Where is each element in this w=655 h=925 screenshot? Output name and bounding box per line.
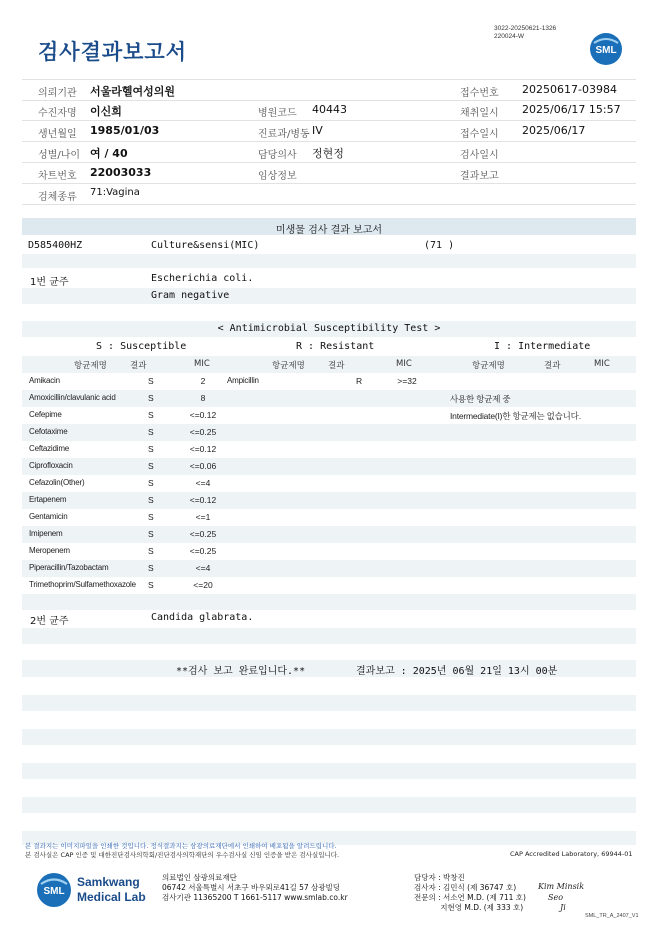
drug-name: Cefazolin(Other) [29, 478, 85, 487]
legend-resistant: R : Resistant [296, 341, 375, 352]
disclaimer-cap: 본 검사실은 CAP 인증 및 대한진단검사의학회/진단검사의학재단의 우수검사실 신임 인증을 받은 검사실입니다. [25, 851, 340, 859]
ast-row [22, 560, 636, 577]
ast-row [22, 390, 636, 407]
info-row [22, 184, 636, 205]
document-code-line-2: 220024-W [494, 33, 524, 40]
drug-name: Piperacillin/Tazobactam [29, 563, 109, 572]
disclaimer-image-print: 본 결과지는 이미지파일을 인쇄한 것입니다. 정식결과지는 삼광의료재단에서 인쇄하여 배포됨을 알려드립니다. [25, 842, 337, 850]
staff-line: 전문의 : 서소연 M.D. (제 711 호) [414, 893, 526, 902]
row-band [22, 763, 636, 779]
signature-examiner: Kim Minsik [538, 882, 585, 891]
drug-mic: <=0.12 [189, 444, 217, 454]
info-row [22, 142, 636, 163]
info-value: 71:Vagina [90, 187, 140, 198]
document-code-line-1: 3022-20250621-1326 [494, 25, 557, 32]
drug-interpretation: S [148, 580, 154, 590]
report-complete-bar [22, 660, 636, 677]
staff-line: 검사자 : 김민식 (제 36747 호) [414, 883, 517, 892]
organism-2-name: Candida glabrata. [151, 612, 254, 623]
info-label: 병원코드 [258, 108, 297, 119]
drug-mic: <=20 [193, 580, 213, 590]
ast-row [22, 543, 636, 560]
info-row [22, 79, 636, 101]
col-header-drug: 항균제명 [74, 361, 107, 371]
info-label: 차트번호 [38, 171, 77, 182]
test-number: (71 ) [424, 240, 455, 251]
ast-row [22, 577, 636, 594]
drug-interpretation: S [148, 495, 154, 505]
col-header-drug: 항균제명 [272, 361, 305, 371]
ast-row [22, 492, 636, 509]
ast-title: < Antimicrobial Susceptibility Test > [217, 323, 441, 334]
org-line: 06742 서울특별시 서초구 바우뫼로41길 57 삼광빌딩 [162, 883, 341, 892]
signature-specialist-1: Seo [548, 893, 564, 902]
legend-susceptible: S : Susceptible [96, 341, 187, 352]
report-complete-message: **검사 보고 완료입니다.** [176, 666, 306, 677]
info-value: 22003033 [90, 166, 152, 179]
ast-title-bar [22, 321, 636, 337]
samkwang-logo-icon [36, 872, 72, 908]
signature-specialist-2: Ji [560, 903, 566, 912]
test-name: Culture&sensi(MIC) [151, 240, 260, 251]
col-header-mic: MIC [396, 359, 412, 369]
drug-mic: <=0.06 [189, 461, 217, 471]
info-label: 채취일시 [460, 108, 499, 119]
test-code: D585400HZ [28, 240, 83, 251]
col-header-result: 결과 [544, 361, 561, 371]
col-header-mic: MIC [594, 359, 610, 369]
drug-name: Imipenem [29, 529, 63, 538]
info-value: 여 / 40 [90, 147, 128, 160]
ast-row [22, 475, 636, 492]
drug-name: Ceftazidime [29, 444, 70, 453]
document-code [494, 25, 556, 41]
drug-name: Ciprofloxacin [29, 461, 73, 470]
drug-mic: <=0.25 [189, 529, 217, 539]
ast-row [22, 509, 636, 526]
row-band [22, 797, 636, 813]
info-value: 정현정 [312, 147, 344, 160]
info-label: 접수일시 [460, 129, 499, 140]
org-line: 검사기관 11365200 T 1661-5117 www.smlab.co.kr [162, 893, 348, 902]
drug-mic: <=0.12 [189, 495, 217, 505]
drug-interpretation: S [148, 393, 154, 403]
logo-word-medical-lab: Medical Lab [77, 890, 146, 904]
report-time: 결과보고 : 2025년 06월 21일 13시 00분 [356, 666, 558, 677]
logo-footer-text: SML [43, 886, 65, 897]
drug-name: Amoxicillin/clavulanic acid [29, 393, 116, 402]
info-label: 의뢰기관 [38, 88, 77, 99]
info-value: 1985/01/03 [90, 124, 160, 137]
drug-mic: <=4 [195, 563, 211, 573]
drug-mic: <=0.25 [189, 427, 217, 437]
drug-name: Ertapenem [29, 495, 67, 504]
info-label: 성별/나이 [38, 150, 81, 161]
drug-mic: <=0.25 [189, 546, 217, 556]
ast-row [22, 458, 636, 475]
info-value: 40443 [312, 103, 347, 116]
row-band [22, 594, 636, 610]
info-label: 결과보고 [460, 171, 499, 182]
ast-note-2: Intermediate(I)한 항균제는 없습니다. [450, 411, 581, 421]
ast-row [22, 407, 636, 424]
staff-line: 지현영 M.D. (제 333 호) [414, 903, 524, 912]
info-value: 2025/06/17 15:57 [522, 103, 621, 116]
drug-name: Cefepime [29, 410, 62, 419]
organism-1-label: 1번 균주 [30, 277, 69, 288]
row-band [22, 695, 636, 711]
drug-name: Amikacin [29, 376, 60, 385]
drug-mic: >=32 [397, 376, 417, 386]
drug-interpretation: S [148, 546, 154, 556]
row-band [22, 729, 636, 745]
info-value: 20250617-03984 [522, 83, 617, 96]
ast-row [22, 373, 636, 390]
org-line: 의료법인 삼광의료재단 [162, 873, 237, 882]
drug-mic: <=4 [195, 478, 211, 488]
info-label: 진료과/병동 [258, 129, 310, 140]
col-header-mic: MIC [194, 359, 210, 369]
sml-logo-icon [589, 32, 623, 66]
drug-mic: 2 [200, 376, 206, 386]
cap-accreditation: CAP Accredited Laboratory, 69944-01 [510, 850, 633, 858]
drug-name: Trimethoprim/Sulfamethoxazole [29, 580, 136, 589]
drug-name: Meropenem [29, 546, 70, 555]
col-header-result: 결과 [130, 361, 147, 371]
organization-info [162, 873, 348, 903]
drug-mic: <=0.12 [189, 410, 217, 420]
organism-1-name: Escherichia coli. [151, 273, 254, 284]
drug-mic: 8 [200, 393, 206, 403]
row-band [22, 254, 636, 268]
samkwang-logo [36, 872, 156, 908]
drug-interpretation: S [148, 563, 154, 573]
drug-interpretation: R [356, 376, 363, 386]
organism-1-gram: Gram negative [151, 290, 230, 301]
info-label: 접수번호 [460, 88, 499, 99]
info-label: 검사일시 [460, 150, 499, 161]
drug-interpretation: S [148, 376, 154, 386]
info-row [22, 163, 636, 184]
drug-interpretation: S [148, 478, 154, 488]
section-title-bar [22, 218, 636, 235]
drug-interpretation: S [148, 529, 154, 539]
info-row [22, 121, 636, 142]
staff-info [414, 873, 526, 913]
drug-interpretation: S [148, 427, 154, 437]
drug-interpretation: S [148, 461, 154, 471]
info-value: 2025/06/17 [522, 124, 586, 137]
info-value: 이신희 [90, 105, 122, 118]
section-title: 미생물 검사 결과 보고서 [275, 225, 383, 236]
drug-mic: <=1 [195, 512, 211, 522]
drug-name: Ampicillin [227, 376, 259, 385]
ast-header-row [22, 356, 636, 373]
info-label: 임상정보 [258, 171, 297, 182]
info-label: 검체종류 [38, 192, 77, 203]
row-band [22, 628, 636, 644]
info-label: 생년월일 [38, 129, 77, 140]
ast-note-1: 사용한 항균제 중 [450, 394, 511, 404]
info-row [22, 100, 636, 121]
drug-name: Gentamicin [29, 512, 68, 521]
logo-word-samkwang: Samkwang [77, 875, 140, 889]
ast-row [22, 526, 636, 543]
row-band [22, 288, 636, 304]
col-header-drug: 항균제명 [472, 361, 505, 371]
col-header-result: 결과 [328, 361, 345, 371]
info-label: 수진자명 [38, 108, 77, 119]
document-title: 검사결과보고서 [38, 40, 188, 64]
info-value: 서울라헬여성의원 [90, 85, 176, 98]
organism-2-label: 2번 균주 [30, 616, 69, 627]
drug-interpretation: S [148, 512, 154, 522]
drug-interpretation: S [148, 410, 154, 420]
info-value: IV [312, 124, 323, 137]
logo-top-text: SML [595, 45, 617, 56]
form-code: SML_TR_A_2407_V1 [585, 913, 639, 919]
legend-intermediate: I : Intermediate [494, 341, 591, 352]
drug-name: Cefotaxime [29, 427, 68, 436]
info-label: 담당의사 [258, 150, 297, 161]
staff-line: 담당자 : 박창진 [414, 873, 465, 882]
drug-interpretation: S [148, 444, 154, 454]
ast-row [22, 424, 636, 441]
ast-row [22, 441, 636, 458]
